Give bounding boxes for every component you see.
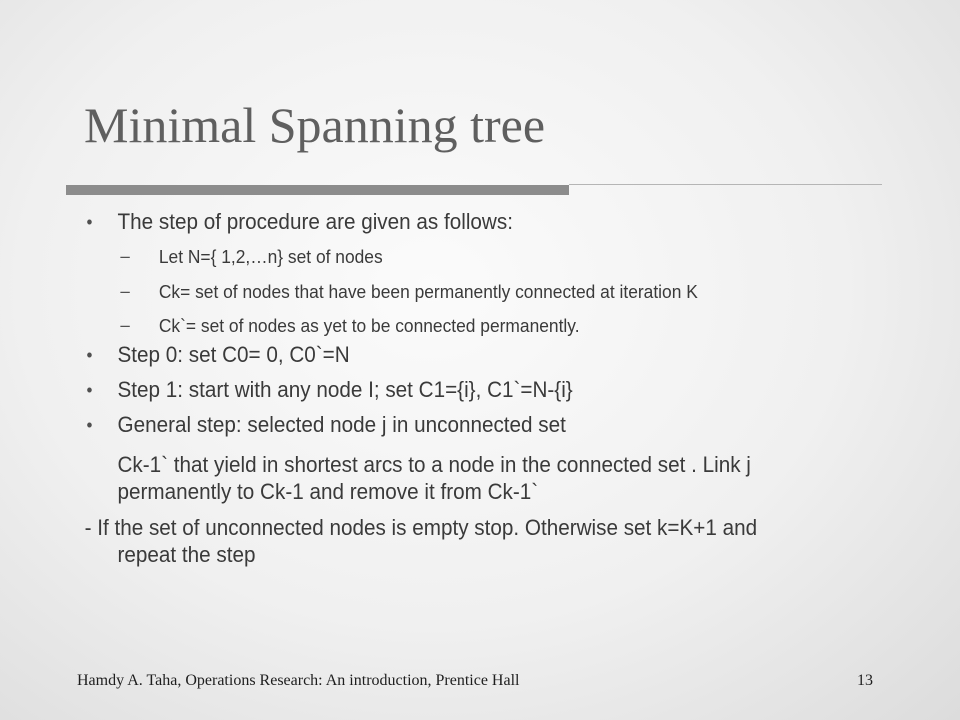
bullet-icon: • (86, 345, 93, 365)
sub-item-text: Ck`= set of nodes as yet to be connected permanently. (158, 315, 580, 336)
bullet-text: Step 1: start with any node I; set C1={i}, C1`=N-{i} (117, 377, 573, 402)
bullet-text: General step: selected node j in unconnected set (117, 412, 566, 437)
bullet-text: Step 0: set C0= 0, C0`=N (117, 342, 350, 367)
dash-icon: – (120, 281, 130, 301)
continuation-text: permanently to Ck-1 and remove it from Ck-1` (117, 479, 539, 504)
final-step-text: repeat the step (117, 542, 256, 567)
dash-icon: – (120, 246, 130, 266)
bullet-text: The step of procedure are given as follows: (117, 209, 513, 234)
sub-item-text: Ck= set of nodes that have been permanently connected at iteration K (158, 281, 698, 302)
sub-item-text: Let N={ 1,2,…n} set of nodes (158, 246, 383, 267)
dash-icon: – (120, 315, 130, 335)
page-number: 13 (857, 672, 873, 689)
continuation-text: Ck-1` that yield in shortest arcs to a node in the connected set . Link j (117, 452, 751, 477)
title-underline-thin (569, 184, 882, 185)
bullet-icon: • (86, 212, 93, 232)
title-underline-thick (66, 185, 569, 195)
final-step-text: - If the set of unconnected nodes is empty stop. Otherwise set k=K+1 and (84, 515, 758, 540)
slide-title: Minimal Spanning tree (84, 97, 546, 153)
footer-citation: Hamdy A. Taha, Operations Research: An introduction, Prentice Hall (77, 672, 520, 689)
bullet-icon: • (86, 415, 93, 435)
bullet-icon: • (86, 380, 93, 400)
